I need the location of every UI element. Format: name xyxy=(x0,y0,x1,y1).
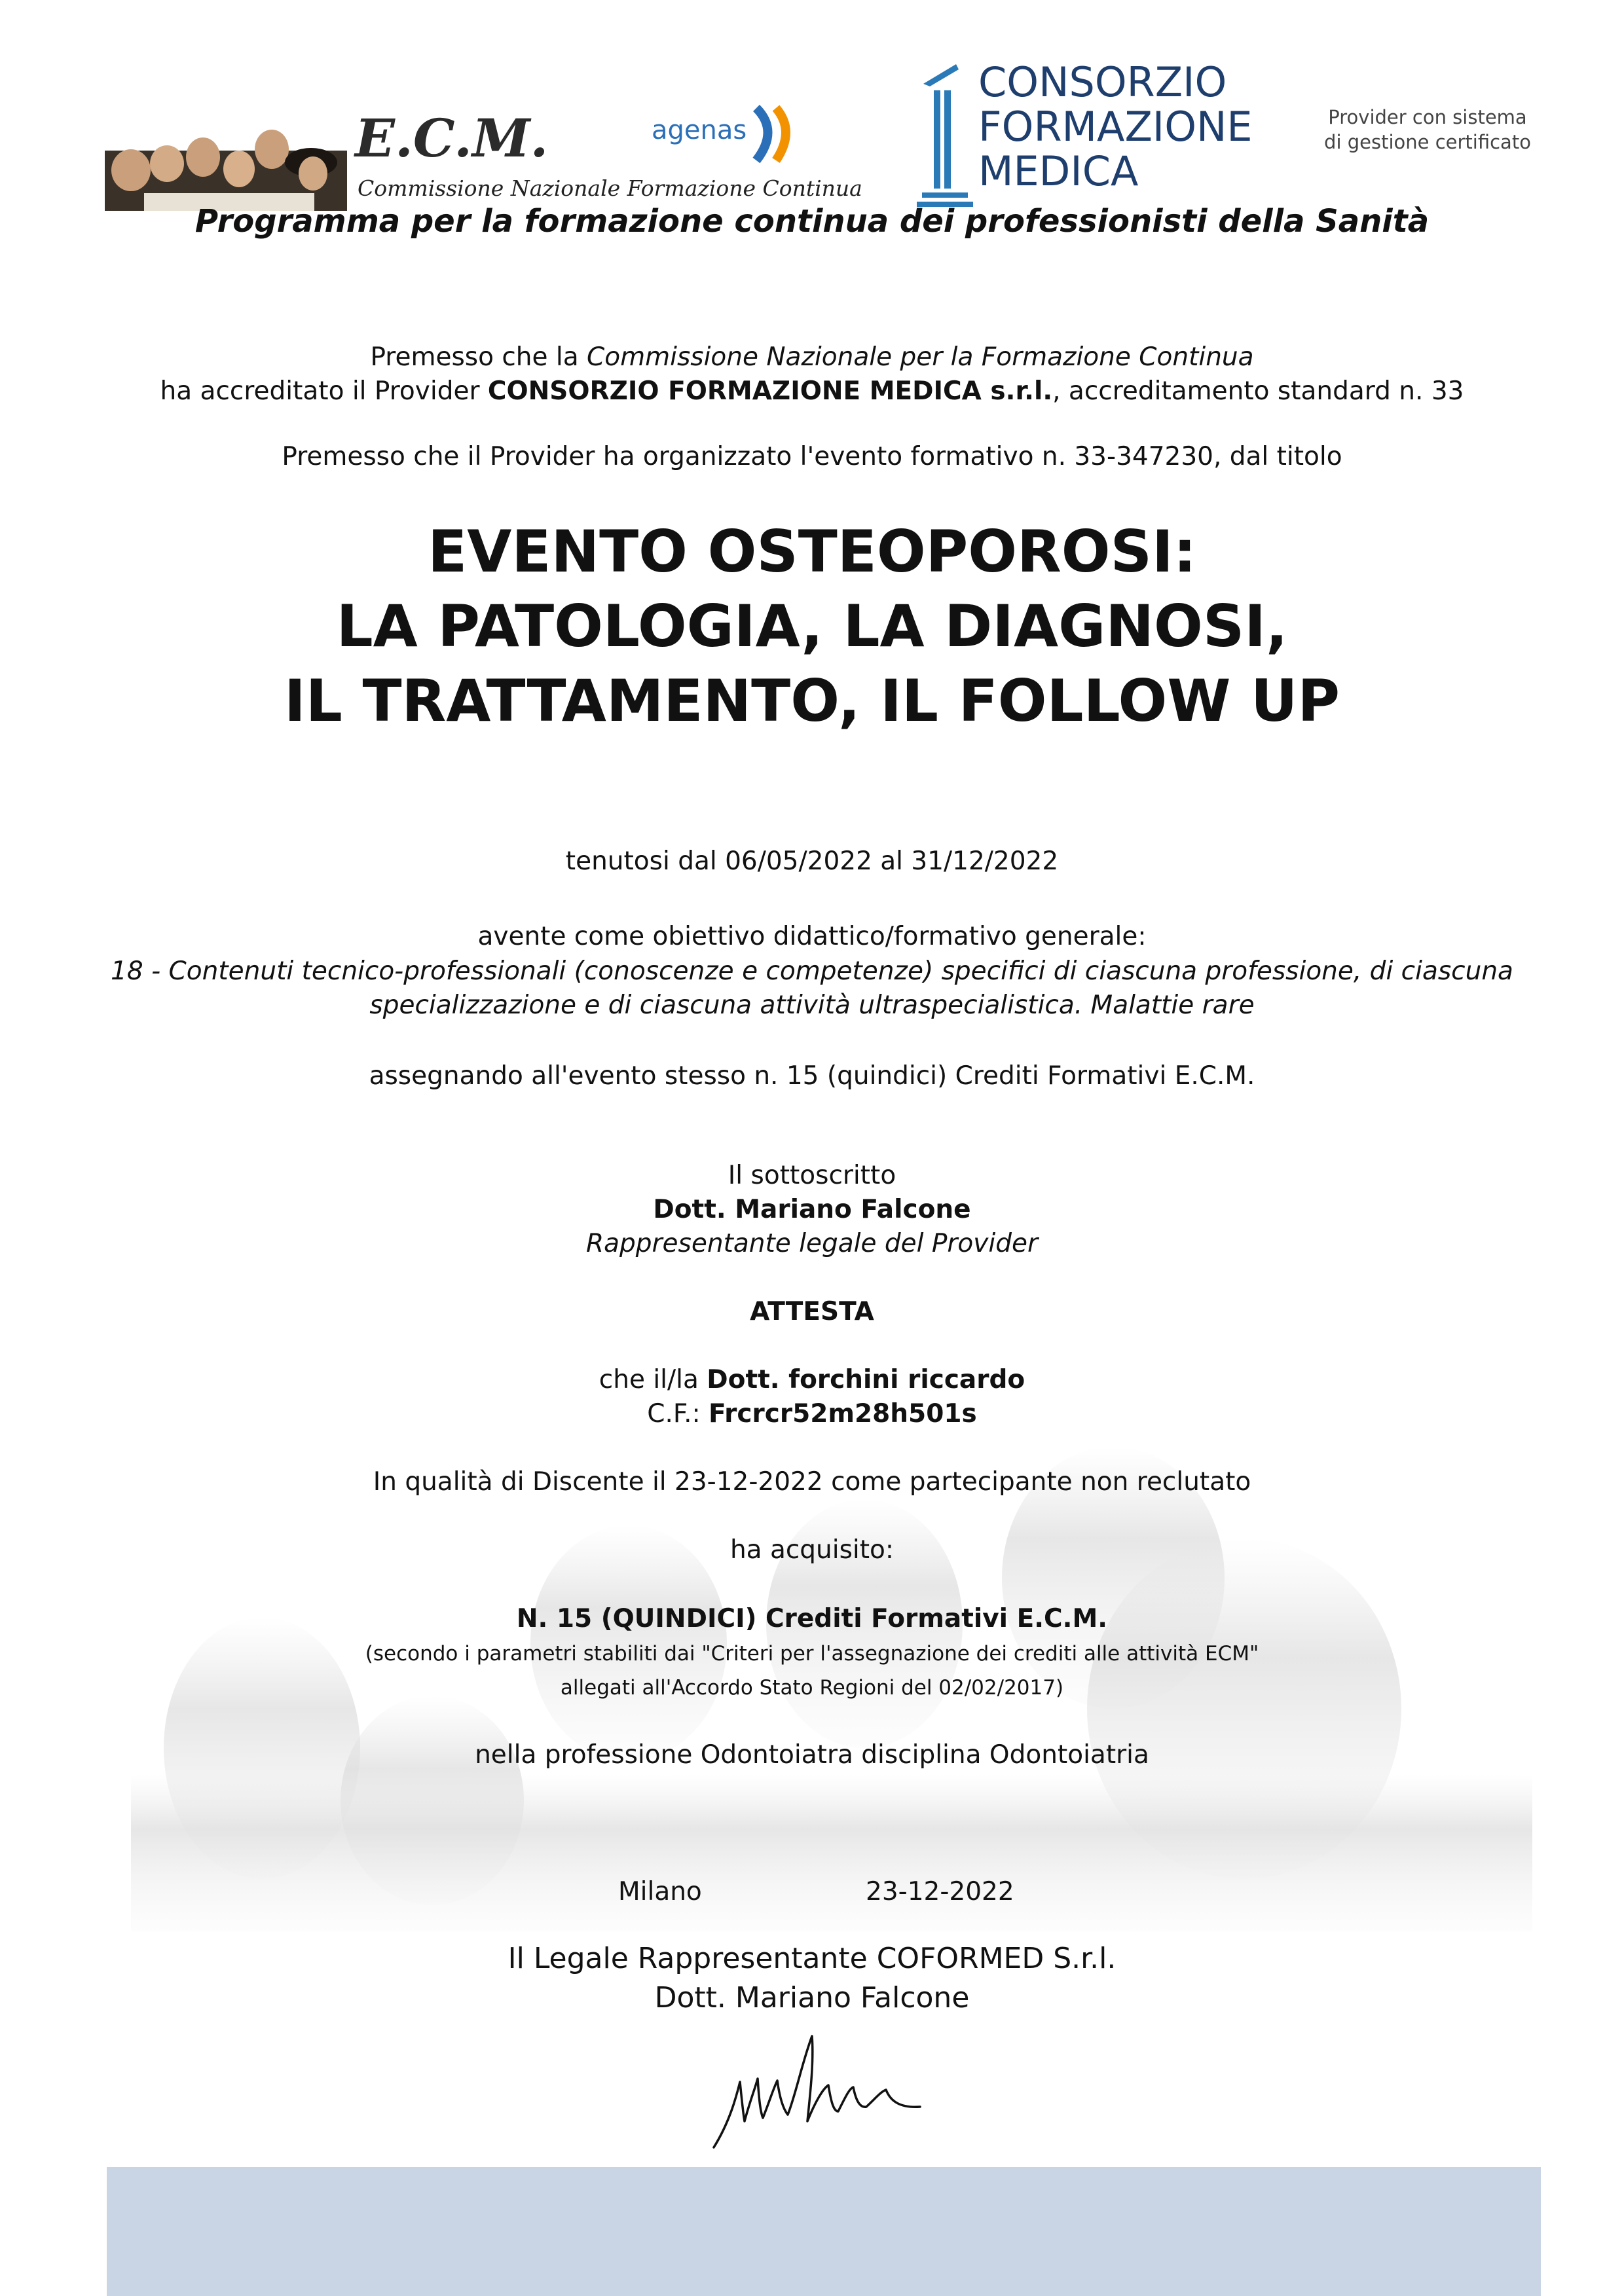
premesso-text: , accreditamento standard n. 33 xyxy=(1052,376,1464,406)
consorzio-formazione-medica-logo xyxy=(910,60,1277,211)
parametri-note xyxy=(0,1637,1624,1705)
ecm-title: E.C.M. xyxy=(355,107,549,169)
parametri-line: allegati all'Accordo Stato Regioni del 02/02/2017) xyxy=(560,1676,1064,1700)
parametri-line: (secondo i parametri stabiliti dai "Criteri per l'assegnazione dei crediti alle attività ECM" xyxy=(365,1642,1259,1666)
consorzio-line: MEDICA xyxy=(978,147,1139,195)
premesso-text: ha accreditato il Provider xyxy=(160,376,488,406)
consorzio-line: CONSORZIO xyxy=(978,58,1227,106)
qualita-discente: In qualità di Discente il 23-12-2022 come partecipante non reclutato xyxy=(373,1467,1251,1497)
footer-band xyxy=(107,2167,1541,2296)
event-title-line: EVENTO OSTEOPOROSI: xyxy=(428,518,1196,585)
cf-prefix: C.F.: xyxy=(647,1399,709,1429)
data-firma: 23-12-2022 xyxy=(866,1877,1014,1906)
premesso-accreditamento xyxy=(0,340,1624,409)
discente-name: Dott. forchini riccardo xyxy=(707,1365,1025,1394)
event-dates: tenutosi dal 06/05/2022 al 31/12/2022 xyxy=(565,847,1059,876)
event-title xyxy=(0,515,1624,738)
obiettivo-text xyxy=(46,955,1578,1023)
event-title-line: IL TRATTAMENTO, IL FOLLOW UP xyxy=(284,667,1340,735)
programma-heading: Programma per la formazione continua dei professionisti della Sanità xyxy=(194,203,1430,240)
provider-cert-line: Provider con sistema xyxy=(1328,106,1527,128)
obiettivo-line: 18 - Contenuti tecnico-professionali (conoscenze e competenze) specifici di ciascuna professione, di ciascuna xyxy=(111,957,1513,986)
agenas-logo xyxy=(652,105,802,164)
event-title-line: LA PATOLOGIA, LA DIAGNOSI, xyxy=(336,592,1288,660)
obiettivo-line: specializzazione e di ciascuna attività ultraspecialistica. Malattie rare xyxy=(369,991,1255,1020)
sottoscritto-label: Il sottoscritto xyxy=(728,1161,896,1190)
luogo: Milano xyxy=(618,1877,702,1906)
premesso-evento: Premesso che il Provider ha organizzato l'evento formativo n. 33-347230, dal titolo xyxy=(282,442,1342,471)
firmatario-name: Dott. Mariano Falcone xyxy=(653,1195,971,1224)
provider-cert-line: di gestione certificato xyxy=(1324,131,1531,153)
acquisito-label: ha acquisito: xyxy=(729,1535,895,1565)
obiettivo-label: avente come obiettivo didattico/formativo generale: xyxy=(477,922,1147,951)
firmatario-role: Rappresentante legale del Provider xyxy=(586,1229,1038,1258)
column-icon xyxy=(910,64,973,208)
discente-line xyxy=(0,1363,1624,1397)
attesta-heading: ATTESTA xyxy=(750,1297,874,1326)
consorzio-line: FORMAZIONE xyxy=(978,103,1253,151)
provider-name: CONSORZIO FORMAZIONE MEDICA s.r.l. xyxy=(487,376,1053,406)
premesso-text: Premesso che la xyxy=(370,342,587,372)
legale-rappresentante-name: Dott. Mariano Falcone xyxy=(654,1981,970,2014)
crediti-assegnati: assegnando all'evento stesso n. 15 (quindici) Crediti Formativi E.C.M. xyxy=(369,1061,1255,1091)
handwritten-signature-image xyxy=(704,2023,927,2154)
ecm-subtitle: Commissione Nazionale Formazione Continua xyxy=(358,175,862,201)
consorzio-text xyxy=(978,60,1253,194)
agenas-mark-icon xyxy=(750,105,802,164)
legale-rappresentante-label: Il Legale Rappresentante COFORMED S.r.l. xyxy=(507,1942,1116,1975)
codice-fiscale-line xyxy=(0,1397,1624,1431)
provider-certification-note xyxy=(1303,105,1552,155)
codice-fiscale: Frcrcr52m28h501s xyxy=(709,1399,977,1429)
anatomy-lesson-painting-image xyxy=(105,111,347,211)
professione-disciplina: nella professione Odontoiatra disciplina Odontoiatria xyxy=(475,1740,1149,1770)
agenas-text: agenas xyxy=(652,115,747,145)
crediti-acquisiti: N. 15 (QUINDICI) Crediti Formativi E.C.M. xyxy=(516,1604,1108,1633)
discente-prefix: che il/la xyxy=(599,1365,707,1394)
commissione-name: Commissione Nazionale per la Formazione Continua xyxy=(587,342,1254,372)
